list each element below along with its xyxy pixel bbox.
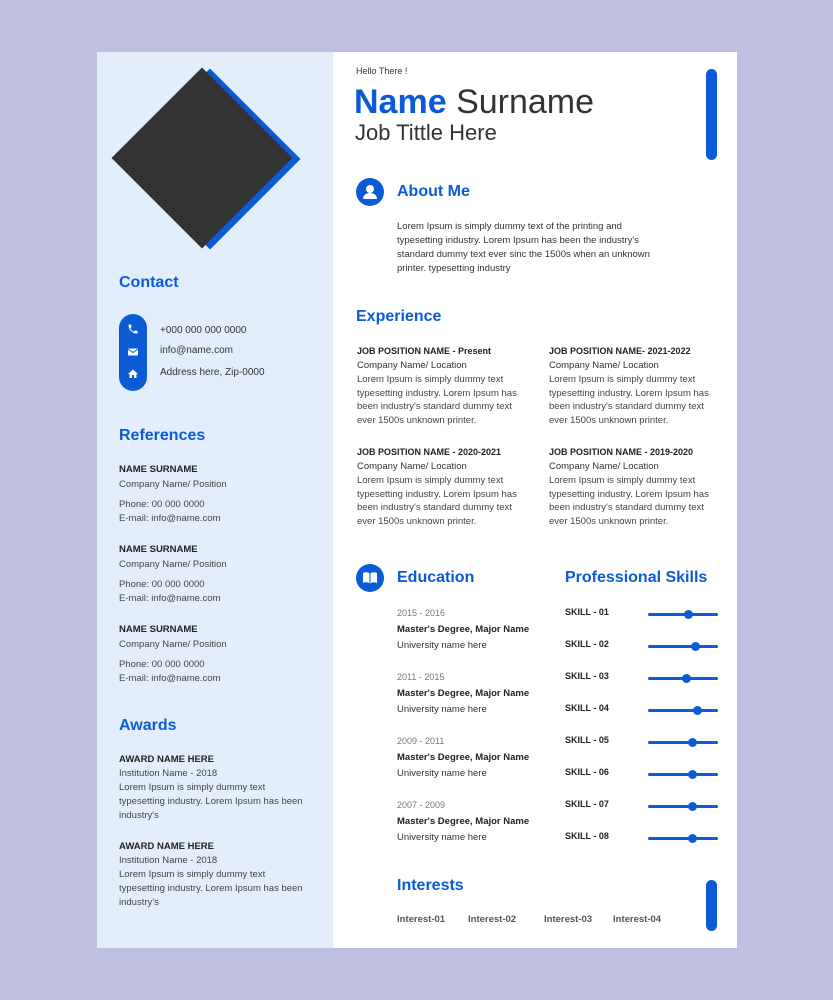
accent-bar-top <box>706 69 717 160</box>
skill-slider[interactable] <box>648 709 718 712</box>
reference-item <box>119 464 319 526</box>
award-name: AWARD NAME HERE <box>119 841 215 852</box>
contact-phone: +000 000 000 0000 <box>160 325 247 336</box>
reference-company: Company Name/ Position <box>119 639 227 650</box>
skill-level-dot[interactable] <box>688 770 697 779</box>
reference-company: Company Name/ Position <box>119 479 227 490</box>
about-heading: About Me <box>397 183 470 200</box>
photo-placeholder <box>111 67 292 248</box>
last-name: Surname <box>456 83 595 121</box>
education-years: 2009 - 2011 <box>397 736 445 746</box>
mail-icon <box>127 346 139 358</box>
references-heading: References <box>119 427 206 444</box>
experience-company: Company Name/ Location <box>549 461 659 472</box>
skill-label: SKILL - 06 <box>565 767 609 777</box>
education-university: University name here <box>397 768 487 779</box>
reference-email: E-mail: info@name.com <box>119 673 221 684</box>
education-item <box>397 605 557 654</box>
accent-bar-bottom <box>706 880 717 931</box>
education-degree: Master's Degree, Major Name <box>397 688 530 699</box>
skill-row <box>565 799 719 813</box>
reference-item <box>119 624 319 686</box>
experience-item <box>549 445 721 528</box>
sidebar <box>97 52 333 948</box>
skill-slider[interactable] <box>648 677 718 680</box>
education-degree: Master's Degree, Major Name <box>397 624 530 635</box>
education-university: University name here <box>397 640 487 651</box>
full-name <box>354 82 594 122</box>
award-description: Lorem Ipsum is simply dummy text typesetting industry. Lorem Ipsum has been industry's <box>119 782 303 821</box>
skill-row <box>565 607 719 621</box>
awards-heading: Awards <box>119 717 177 734</box>
education-heading: Education <box>397 569 475 586</box>
award-institution: Institution Name - 2018 <box>119 855 218 866</box>
education-years: 2007 - 2009 <box>397 800 446 810</box>
skill-level-dot[interactable] <box>688 834 697 843</box>
contact-address: Address here, Zip-0000 <box>160 367 265 378</box>
skill-row <box>565 703 719 717</box>
skill-slider[interactable] <box>648 805 718 808</box>
education-degree: Master's Degree, Major Name <box>397 752 530 763</box>
skill-level-dot[interactable] <box>684 610 693 619</box>
experience-description: Lorem Ipsum is simply dummy text typesetting industry. Lorem Ipsum has been industry's standard dummy text ever 1500s unknown printer. <box>549 374 709 426</box>
experience-title: JOB POSITION NAME - 2020-2021 <box>357 447 502 457</box>
about-text: Lorem Ipsum is simply dummy text of the printing and typesetting industry. Lorem Ipsum has been the industry's standard dummy text ever sinc the 1500s when an unknown printer. typesetting industry <box>397 221 650 274</box>
interest-item: Interest-01 <box>397 914 446 925</box>
reference-email: E-mail: info@name.com <box>119 593 221 604</box>
reference-phone: Phone: 00 000 0000 <box>119 579 205 590</box>
experience-company: Company Name/ Location <box>357 461 467 472</box>
education-university: University name here <box>397 832 487 843</box>
reference-phone: Phone: 00 000 0000 <box>119 499 205 510</box>
education-degree: Master's Degree, Major Name <box>397 816 530 827</box>
skill-label: SKILL - 02 <box>565 639 609 649</box>
experience-company: Company Name/ Location <box>549 360 659 371</box>
skill-slider[interactable] <box>648 645 718 648</box>
skills-heading: Professional Skills <box>565 569 708 586</box>
skill-label: SKILL - 08 <box>565 831 609 841</box>
contact-heading: Contact <box>119 274 179 291</box>
reference-name: NAME SURNAME <box>119 624 198 635</box>
skill-label: SKILL - 07 <box>565 799 609 809</box>
skill-level-dot[interactable] <box>691 642 700 651</box>
photo-frame <box>97 52 333 282</box>
award-item <box>119 840 309 910</box>
experience-item <box>357 445 529 528</box>
user-icon <box>356 178 384 206</box>
home-icon <box>127 368 139 380</box>
education-item <box>397 797 557 846</box>
skill-level-dot[interactable] <box>682 674 691 683</box>
experience-description: Lorem Ipsum is simply dummy text typesetting industry. Lorem Ipsum has been industry's standard dummy text ever 1500s unknown printer. <box>357 374 517 426</box>
education-university: University name here <box>397 704 487 715</box>
skill-row <box>565 767 719 781</box>
education-item <box>397 733 557 782</box>
education-years: 2015 - 2016 <box>397 608 446 618</box>
experience-item <box>357 344 529 427</box>
reference-phone: Phone: 00 000 0000 <box>119 659 205 670</box>
experience-title: JOB POSITION NAME - 2019-2020 <box>549 447 694 457</box>
skill-label: SKILL - 01 <box>565 607 609 617</box>
skill-slider[interactable] <box>648 773 718 776</box>
experience-title: JOB POSITION NAME - Present <box>357 346 492 356</box>
education-item <box>397 669 557 718</box>
contact-icon-bar <box>119 314 147 391</box>
reference-name: NAME SURNAME <box>119 544 198 555</box>
interest-item: Interest-02 <box>468 914 517 925</box>
skill-slider[interactable] <box>648 837 718 840</box>
experience-title: JOB POSITION NAME- 2021-2022 <box>549 346 691 356</box>
reference-email: E-mail: info@name.com <box>119 513 221 524</box>
experience-item <box>549 344 721 427</box>
greeting: Hello There ! <box>356 66 408 76</box>
job-title: Job Tittle Here <box>355 120 497 145</box>
experience-company: Company Name/ Location <box>357 360 467 371</box>
award-item <box>119 753 309 823</box>
reference-company: Company Name/ Position <box>119 559 227 570</box>
interests-heading: Interests <box>397 877 464 894</box>
skill-row <box>565 831 719 845</box>
experience-heading: Experience <box>356 308 442 325</box>
skill-level-dot[interactable] <box>688 738 697 747</box>
phone-icon <box>127 323 139 335</box>
award-description: Lorem Ipsum is simply dummy text typesetting industry. Lorem Ipsum has been industry's <box>119 869 303 908</box>
resume-page <box>97 52 737 948</box>
contact-email: info@name.com <box>160 345 233 356</box>
first-name: Name <box>354 83 447 121</box>
book-icon <box>356 564 384 592</box>
experience-description: Lorem Ipsum is simply dummy text typesetting industry. Lorem Ipsum has been industry's standard dummy text ever 1500s unknown printer. <box>357 475 517 527</box>
skill-label: SKILL - 03 <box>565 671 609 681</box>
skill-label: SKILL - 05 <box>565 735 609 745</box>
reference-item <box>119 544 319 606</box>
experience-description: Lorem Ipsum is simply dummy text typesetting industry. Lorem Ipsum has been industry's standard dummy text ever 1500s unknown printer. <box>549 475 709 527</box>
skill-label: SKILL - 04 <box>565 703 609 713</box>
interest-item: Interest-04 <box>613 914 662 925</box>
skill-level-dot[interactable] <box>693 706 702 715</box>
interest-item: Interest-03 <box>544 914 593 925</box>
skill-slider[interactable] <box>648 613 718 616</box>
skill-row <box>565 639 719 653</box>
skill-level-dot[interactable] <box>688 802 697 811</box>
skill-row <box>565 671 719 685</box>
award-institution: Institution Name - 2018 <box>119 768 218 779</box>
skill-row <box>565 735 719 749</box>
education-years: 2011 - 2015 <box>397 672 445 682</box>
reference-name: NAME SURNAME <box>119 464 198 475</box>
award-name: AWARD NAME HERE <box>119 754 215 765</box>
skill-slider[interactable] <box>648 741 718 744</box>
